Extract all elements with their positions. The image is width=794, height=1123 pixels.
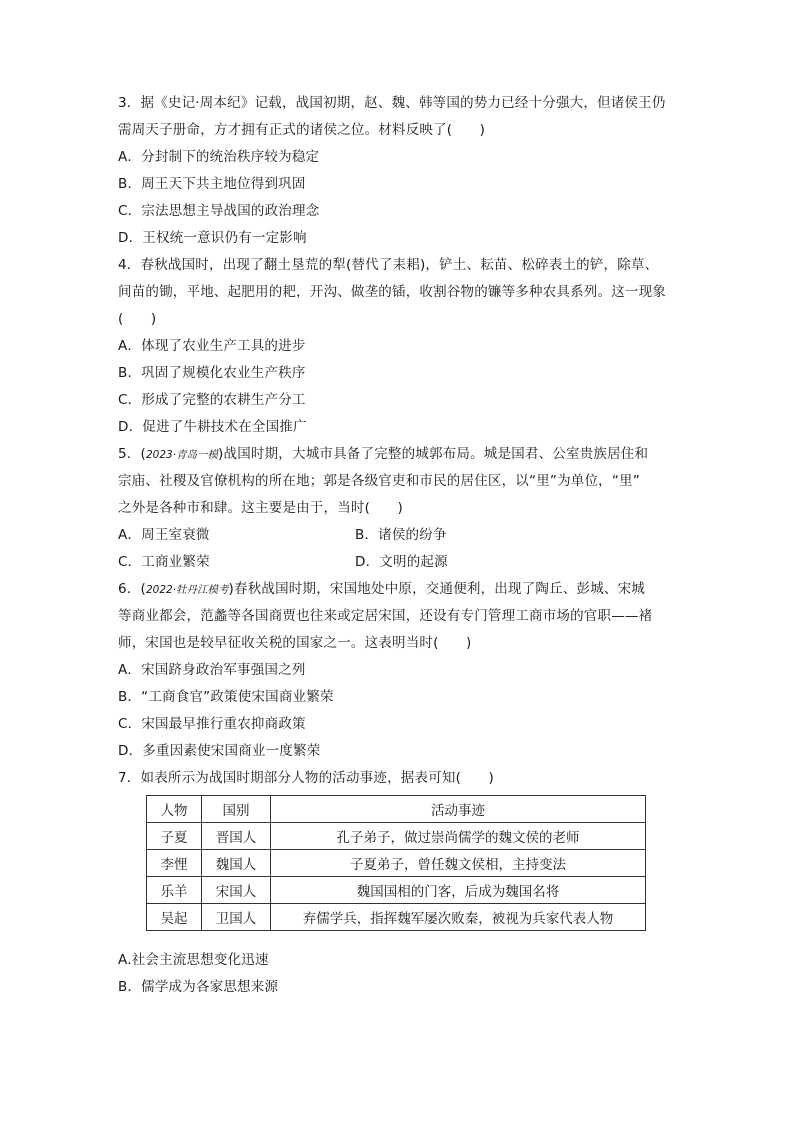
table-cell: 魏国国相的门客，后成为魏国名将 bbox=[271, 877, 646, 904]
question-7 bbox=[118, 765, 684, 1001]
question-6-stem-line-3: 师，宋国也是较早征收关税的国家之一。这表明当时( ) bbox=[118, 635, 472, 651]
question-3-option-a[interactable]: A．分封制下的统治秩序较为稳定 bbox=[118, 149, 320, 165]
question-7-stem-line-1: 7．如表所示为战国时期部分人物的活动事迹，据表可知( ) bbox=[118, 770, 494, 786]
question-6-option-c[interactable]: C．宋国最早推行重农抑商政策 bbox=[118, 716, 306, 732]
table-cell: 子夏 bbox=[147, 823, 202, 850]
question-3 bbox=[118, 90, 684, 252]
question-4-option-a[interactable]: A．体现了农业生产工具的进步 bbox=[118, 338, 306, 354]
question-6-stem-line-1 bbox=[118, 576, 684, 603]
question-5 bbox=[118, 441, 684, 576]
question-4-option-c[interactable]: C．形成了完整的农耕生产分工 bbox=[118, 392, 306, 408]
table-header-cell: 国别 bbox=[202, 796, 271, 823]
question-4-stem-line-3: ( ) bbox=[118, 311, 157, 327]
table-cell: 弃儒学兵，指挥魏军屡次败秦，被视为兵家代表人物 bbox=[271, 904, 646, 931]
question-4-option-b[interactable]: B．巩固了规模化农业生产秩序 bbox=[118, 365, 306, 381]
question-7-options bbox=[118, 947, 684, 1001]
table-row bbox=[147, 877, 646, 904]
question-6 bbox=[118, 576, 684, 765]
question-3-stem-line-2: 需周天子册命，方才拥有正式的诸侯之位。材料反映了( ) bbox=[118, 122, 486, 138]
table-header-cell: 活动事迹 bbox=[271, 796, 646, 823]
question-5-number: 5．( bbox=[118, 446, 146, 462]
question-4 bbox=[118, 252, 684, 441]
question-list bbox=[118, 90, 684, 1001]
question-7-option-b[interactable]: B．儒学成为各家思想来源 bbox=[118, 979, 279, 995]
question-3-option-b[interactable]: B．周王天下共主地位得到巩固 bbox=[118, 176, 306, 192]
question-6-stem-line-2: 等商业都会，范蠡等各国商贾也往来或定居宋国，还设有专门管理工商市场的官职——褚 bbox=[118, 608, 653, 624]
question-5-option-c[interactable]: C．工商业繁荣 bbox=[118, 554, 210, 570]
table-header-cell: 人物 bbox=[147, 796, 202, 823]
question-5-options-row-1 bbox=[118, 522, 684, 549]
question-5-stem-line-3: 之外是各种市和肆。这主要是由于，当时( ) bbox=[118, 500, 403, 516]
table-header-row bbox=[147, 796, 646, 823]
table-cell: 魏国人 bbox=[202, 850, 271, 877]
question-6-option-d[interactable]: D．多重因素使宋国商业一度繁荣 bbox=[118, 743, 321, 759]
table-cell: 宋国人 bbox=[202, 877, 271, 904]
question-4-stem-line-2: 间苗的锄，平地、起肥用的耙，开沟、做垄的锸，收割谷物的镰等多种农具系列。这一现象 bbox=[118, 284, 666, 300]
question-4-option-d[interactable]: D．促进了牛耕技术在全国推广 bbox=[118, 419, 307, 435]
question-4-stem-line-1: 4．春秋战国时，出现了翻土垦荒的犁(替代了耒耜)，铲土、耘苗、松碎表土的铲，除草、 bbox=[118, 257, 659, 273]
question-5-stem-line-2: 宗庙、社稷及官僚机构的所在地；郭是各级官吏和市民的居住区，以“里”为单位，“里” bbox=[118, 473, 640, 489]
question-5-stem-line-1 bbox=[118, 441, 684, 468]
question-7-option-a[interactable]: A.社会主流思想变化迅速 bbox=[118, 952, 269, 968]
table-cell: 卫国人 bbox=[202, 904, 271, 931]
question-3-option-c[interactable]: C．宗法思想主导战国的政治理念 bbox=[118, 203, 320, 219]
question-6-option-b[interactable]: B．“工商食官”政策使宋国商业繁荣 bbox=[118, 689, 334, 705]
question-5-option-a[interactable]: A．周王室衰微 bbox=[118, 527, 210, 543]
table-cell: 乐羊 bbox=[147, 877, 202, 904]
table-row bbox=[147, 904, 646, 931]
table-cell: 李悝 bbox=[147, 850, 202, 877]
table-cell: 晋国人 bbox=[202, 823, 271, 850]
table-cell: 吴起 bbox=[147, 904, 202, 931]
question-5-stem-text: )战国时期，大城市具备了完整的城郭布局。城是国君、公室贵族居住和 bbox=[218, 446, 649, 462]
question-6-option-a[interactable]: A．宋国跻身政治军事强国之列 bbox=[118, 662, 306, 678]
question-5-option-b[interactable]: B．诸侯的纷争 bbox=[355, 527, 447, 543]
question-6-number: 6．( bbox=[118, 581, 146, 597]
table-cell: 孔子弟子，做过崇尚儒学的魏文侯的老师 bbox=[271, 823, 646, 850]
question-6-source: 2022·牡丹江模考 bbox=[145, 584, 229, 596]
figures-table bbox=[146, 795, 646, 931]
question-5-option-d[interactable]: D．文明的起源 bbox=[355, 554, 448, 570]
table-row bbox=[147, 850, 646, 877]
question-5-options-row-2 bbox=[118, 549, 684, 576]
table-cell: 子夏弟子，曾任魏文侯相，主持变法 bbox=[271, 850, 646, 877]
question-3-stem-line-1: 3．据《史记·周本纪》记载，战国初期，赵、魏、韩等国的势力已经十分强大，但诸侯王仍 bbox=[118, 95, 666, 111]
question-5-source: 2023·青岛一模 bbox=[145, 449, 219, 461]
question-6-stem-text: )春秋战国时期，宋国地处中原，交通便利，出现了陶丘、彭城、宋城 bbox=[228, 581, 645, 597]
question-3-option-d[interactable]: D．王权统一意识仍有一定影响 bbox=[118, 230, 307, 246]
table-row bbox=[147, 823, 646, 850]
